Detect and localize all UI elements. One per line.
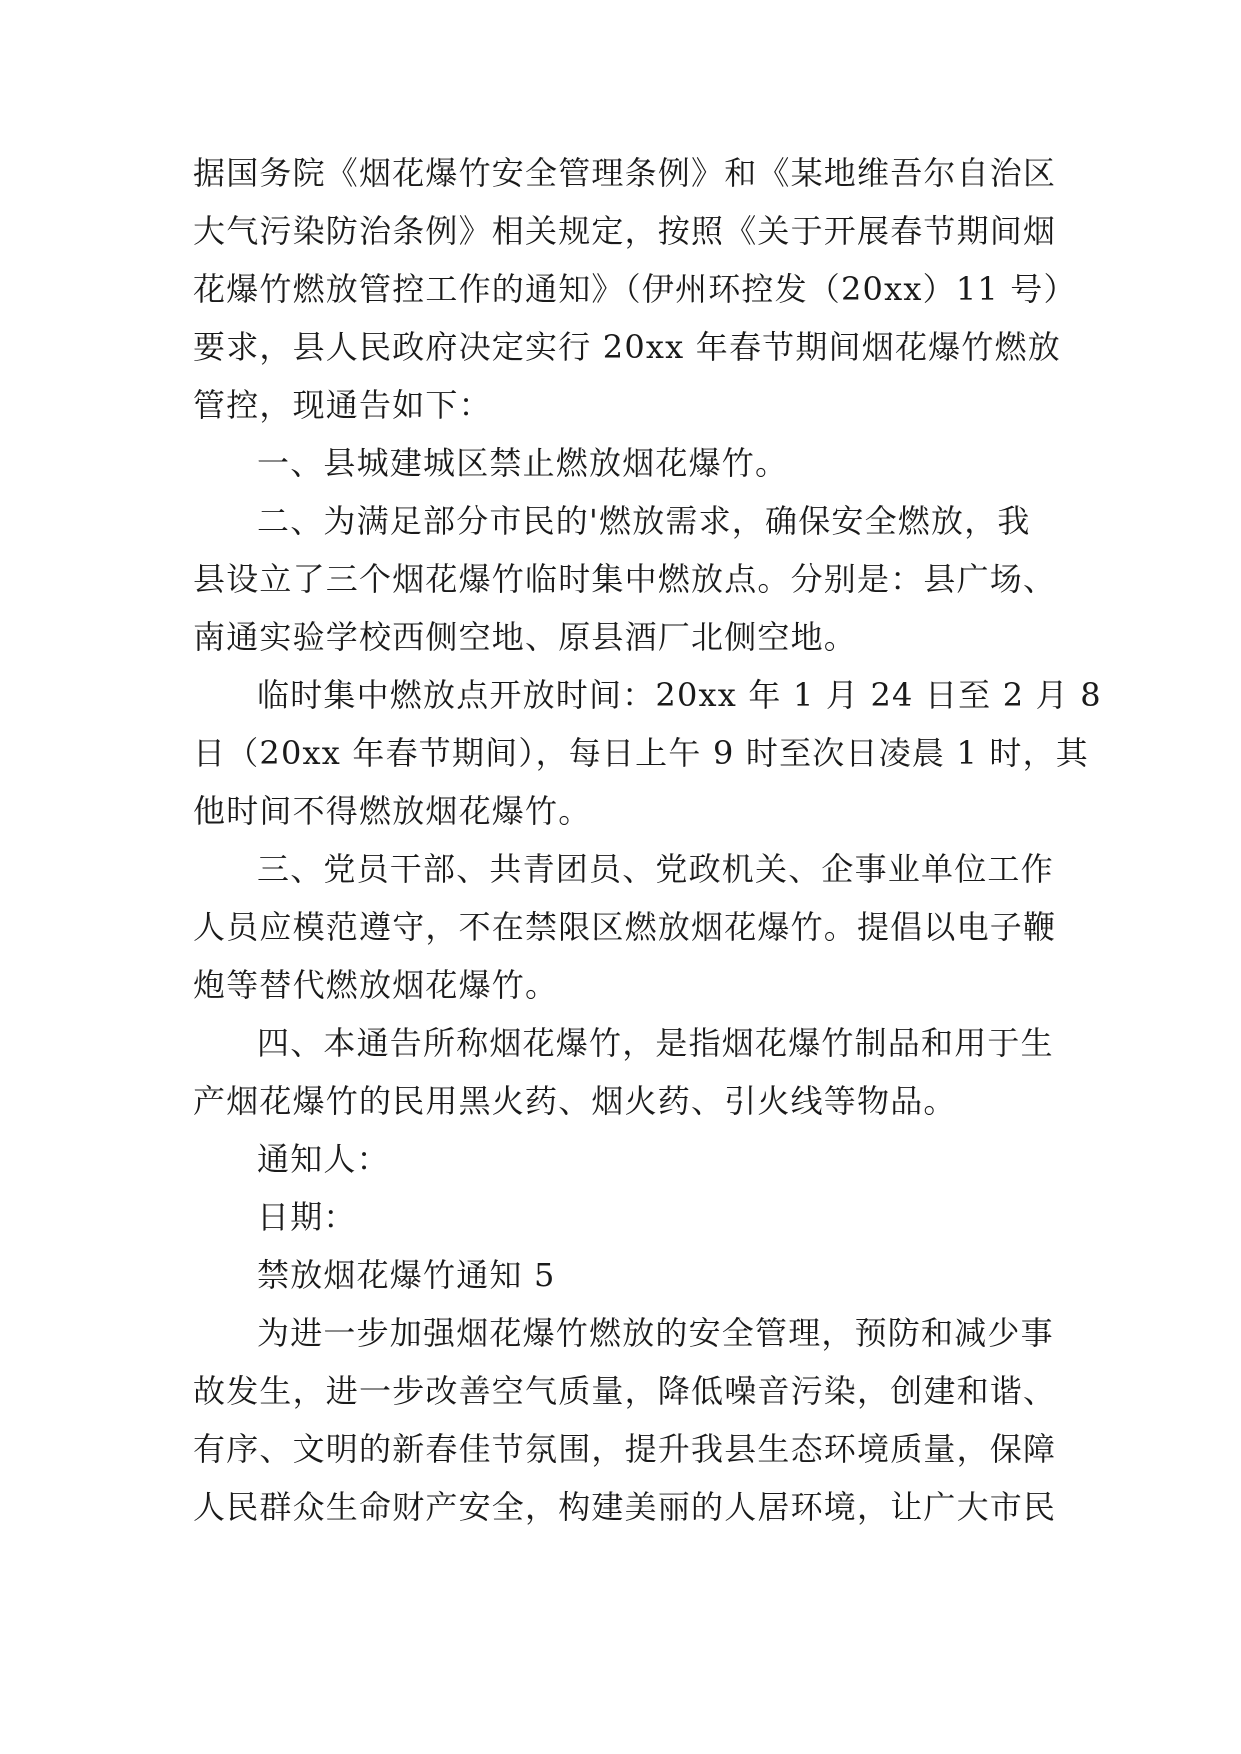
body-line: 县设立了三个烟花爆竹临时集中燃放点。分别是：县广场、 xyxy=(193,560,1057,598)
body-line: 产烟花爆竹的民用黑火药、烟火药、引火线等物品。 xyxy=(193,1082,957,1120)
notifier-label: 通知人： xyxy=(257,1140,390,1178)
body-line: 日（20xx 年春节期间），每日上午 9 时至次日凌晨 1 时，其 xyxy=(193,734,1089,772)
body-line: 大气污染防治条例》相关规定，按照《关于开展春节期间烟 xyxy=(193,212,1057,250)
clause-one: 一、县城建城区禁止燃放烟花爆竹。 xyxy=(257,444,789,482)
body-line: 炮等替代燃放烟花爆竹。 xyxy=(193,966,559,1004)
body-line: 故发生，进一步改善空气质量，降低噪音污染，创建和谐、 xyxy=(193,1372,1057,1410)
open-time-paragraph: 临时集中燃放点开放时间：20xx 年 1 月 24 日至 2 月 8 xyxy=(257,676,1102,714)
body-line: 要求，县人民政府决定实行 20xx 年春节期间烟花爆竹燃放 xyxy=(193,328,1061,366)
body-line: 为进一步加强烟花爆竹燃放的安全管理，预防和减少事 xyxy=(257,1314,1054,1352)
body-line: 他时间不得燃放烟花爆竹。 xyxy=(193,792,592,830)
date-label: 日期： xyxy=(257,1198,357,1236)
clause-three: 三、党员干部、共青团员、党政机关、企事业单位工作 xyxy=(257,850,1054,888)
clause-four: 四、本通告所称烟花爆竹，是指烟花爆竹制品和用于生 xyxy=(257,1024,1054,1062)
clause-two: 二、为满足部分市民的'燃放需求，确保安全燃放，我 xyxy=(257,502,1031,540)
body-line: 花爆竹燃放管控工作的通知》（伊州环控发（20xx）11 号） xyxy=(193,270,1077,308)
body-line: 据国务院《烟花爆竹安全管理条例》和《某地维吾尔自治区 xyxy=(193,154,1057,192)
body-line: 人民群众生命财产安全，构建美丽的人居环境，让广大市民 xyxy=(193,1488,1057,1526)
body-line: 管控，现通告如下： xyxy=(193,386,492,424)
section-heading: 禁放烟花爆竹通知 5 xyxy=(257,1256,556,1294)
body-line: 人员应模范遵守，不在禁限区燃放烟花爆竹。提倡以电子鞭 xyxy=(193,908,1057,946)
body-line: 南通实验学校西侧空地、原县酒厂北侧空地。 xyxy=(193,618,858,656)
body-line: 有序、文明的新春佳节氛围，提升我县生态环境质量，保障 xyxy=(193,1430,1057,1468)
